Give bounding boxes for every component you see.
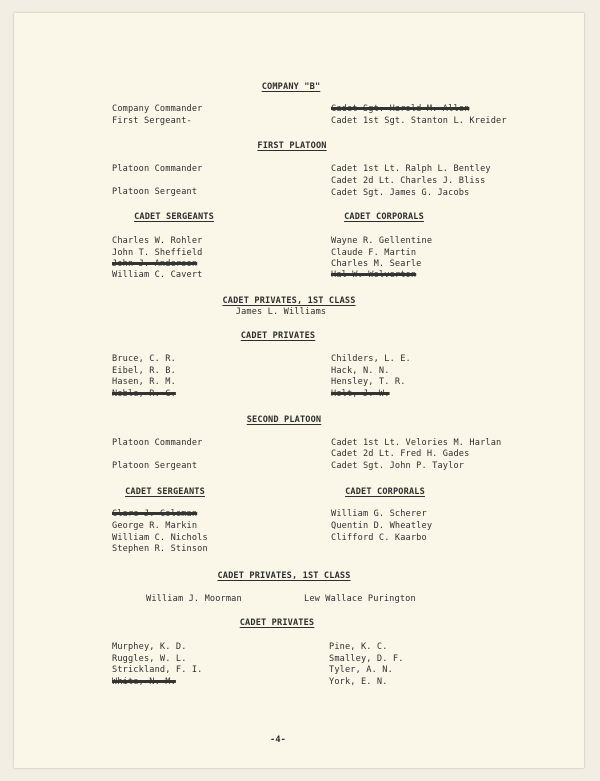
fp-platoon-commander-label: Platoon Commander <box>112 164 203 174</box>
fp-private-first: James L. Williams <box>235 307 327 317</box>
sp-sergeant: Clare J. Coleman <box>112 509 198 519</box>
sp-corporal: Clifford C. Kaarbo <box>331 533 427 543</box>
sp-officer: Cadet Sgt. John P. Taylor <box>331 461 465 471</box>
fp-private: Bruce, C. R. <box>112 354 176 364</box>
fp-corporals-heading: CADET CORPORALS <box>344 212 424 222</box>
fp-privates-first-heading: CADET PRIVATES, 1ST CLASS <box>222 296 356 306</box>
second-platoon-title: SECOND PLATOON <box>246 415 322 425</box>
sp-privates-first-heading: CADET PRIVATES, 1ST CLASS <box>217 571 351 581</box>
sp-sergeant: George R. Markin <box>112 521 198 531</box>
sp-private: York, E. N. <box>329 677 388 687</box>
sp-sergeant: William C. Nichols <box>112 533 208 543</box>
fp-sergeant: John J. Anderson <box>112 259 198 269</box>
sp-private: Tyler, A. N. <box>329 665 393 675</box>
fp-corporal: Claude F. Martin <box>331 248 417 258</box>
sp-sergeants-heading: CADET SERGEANTS <box>125 487 205 497</box>
fp-corporal: Wayne R. Gellentine <box>331 236 433 246</box>
first-platoon-title: FIRST PLATOON <box>257 141 327 151</box>
fp-privates-heading: CADET PRIVATES <box>240 331 316 341</box>
fp-private: Hensley, T. R. <box>331 377 406 387</box>
sp-privates-heading: CADET PRIVATES <box>239 618 315 628</box>
fp-sergeant: Charles W. Rohler <box>112 236 203 246</box>
fp-platoon-sergeant-label: Platoon Sergeant <box>112 187 198 197</box>
sp-private: Strickland, F. I. <box>112 665 203 675</box>
sp-private: Ruggles, W. L. <box>112 654 187 664</box>
sp-private: White, N. M. <box>112 677 176 687</box>
sp-platoon-commander-label: Platoon Commander <box>112 438 203 448</box>
sp-private-first: William J. Moorman <box>146 594 242 604</box>
sp-private: Pine, K. C. <box>329 642 388 652</box>
sp-corporal: William G. Scherer <box>331 509 427 519</box>
sp-private: Murphey, K. D. <box>112 642 187 652</box>
fp-private: Holt, J. W. <box>331 389 390 399</box>
fp-private: Eibel, R. B. <box>112 366 176 376</box>
fp-sergeant: William C. Cavert <box>112 270 203 280</box>
page-number: -4- <box>270 735 286 745</box>
sp-platoon-sergeant-label: Platoon Sergeant <box>112 461 198 471</box>
company-commander-name: Cadet Sgt. Harold M. Allen <box>331 104 470 114</box>
company-commander-label: Company Commander <box>112 104 203 114</box>
company-title: COMPANY "B" <box>261 82 321 92</box>
sp-corporals-heading: CADET CORPORALS <box>345 487 425 497</box>
first-sergeant-label: First Sergeant- <box>112 116 192 126</box>
sp-private-first: Lew Wallace Purington <box>304 594 416 604</box>
fp-private: Noble, R. C. <box>112 389 176 399</box>
sp-corporal: Quentin D. Wheatley <box>331 521 433 531</box>
sp-officer: Cadet 2d Lt. Fred H. Gades <box>331 449 470 459</box>
sp-officer: Cadet 1st Lt. Velories M. Harlan <box>331 438 502 448</box>
fp-officer: Cadet Sgt. James G. Jacobs <box>331 188 470 198</box>
first-sergeant-name: Cadet 1st Sgt. Stanton L. Kreider <box>331 116 507 126</box>
fp-private: Hack, N. N. <box>331 366 390 376</box>
fp-private: Hasen, R. M. <box>112 377 176 387</box>
sp-sergeant: Stephen R. Stinson <box>112 544 208 554</box>
fp-sergeant: John T. Sheffield <box>112 248 203 258</box>
fp-officer: Cadet 2d Lt. Charles J. Bliss <box>331 176 486 186</box>
fp-corporal: Hal W. Wolverton <box>331 270 417 280</box>
fp-sergeants-heading: CADET SERGEANTS <box>134 212 214 222</box>
fp-officer: Cadet 1st Lt. Ralph L. Bentley <box>331 164 491 174</box>
fp-private: Childers, L. E. <box>331 354 411 364</box>
sp-private: Smalley, D. F. <box>329 654 404 664</box>
fp-corporal: Charles M. Searle <box>331 259 422 269</box>
